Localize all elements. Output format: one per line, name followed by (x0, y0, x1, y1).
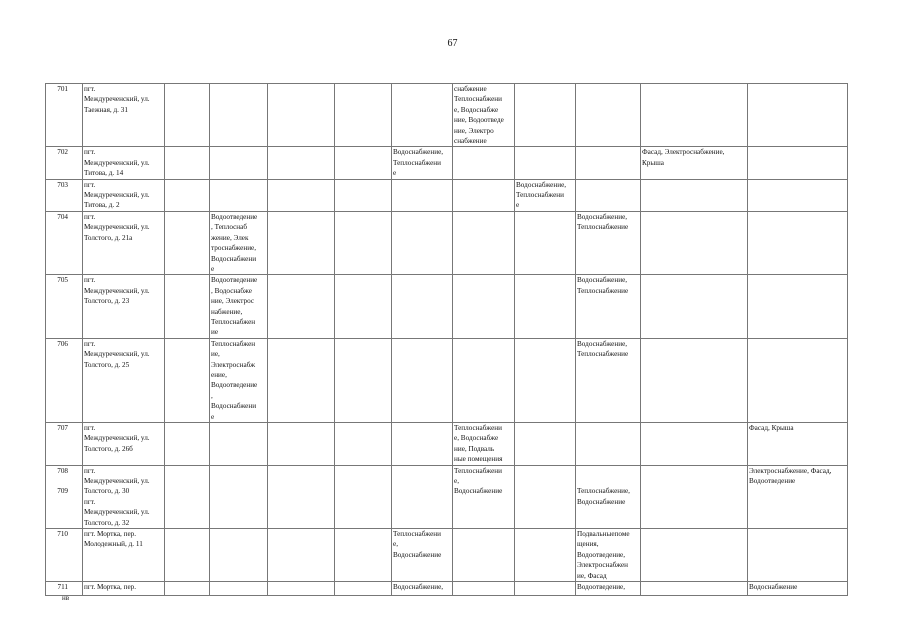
address-cell: пгт. Междуреченский, ул. Толстого, д. 21а (83, 211, 165, 274)
work-type-cell (453, 529, 515, 582)
work-type-cell (453, 179, 515, 211)
work-type-cell (335, 338, 392, 422)
footer-mark: нв (62, 594, 70, 602)
work-type-cell: Водоснабжение, (392, 582, 453, 596)
work-type-cell (576, 423, 641, 466)
work-type-cell (335, 147, 392, 179)
work-type-cell (268, 423, 335, 466)
work-type-cell (210, 84, 268, 147)
work-type-cell (453, 338, 515, 422)
work-type-cell (210, 423, 268, 466)
work-type-cell (392, 423, 453, 466)
table-row (46, 465, 848, 528)
work-type-cell (210, 582, 268, 596)
work-type-cell (268, 338, 335, 422)
work-type-cell (165, 465, 210, 528)
work-type-cell: Водоснабжение, Теплоснабжени e (392, 147, 453, 179)
work-type-cell: Теплоснабжени e, Водоснабжение (392, 529, 453, 582)
work-type-cell (392, 84, 453, 147)
repair-schedule-table (45, 83, 848, 596)
address-cell: пгт. Междуреченский, ул. Толстого, д. 30 пгт. Междуреченский, ул. Толстого, д. 32 (83, 465, 165, 528)
work-type-cell: Водоотведение , Водоснабже ние, Электрос набжение, Теплоснабжен ие (210, 275, 268, 338)
work-type-cell (515, 338, 576, 422)
work-type-cell (515, 84, 576, 147)
table-row (46, 211, 848, 274)
work-type-cell (748, 211, 848, 274)
row-number-cell: 711 (46, 582, 83, 596)
work-type-cell (576, 147, 641, 179)
work-type-cell (335, 211, 392, 274)
work-type-cell: Водоотведение, (576, 582, 641, 596)
work-type-cell (210, 147, 268, 179)
address-cell: пгт. Мортка, пер. Молодежный, д. 11 (83, 529, 165, 582)
work-type-cell: Водоснабжение, Теплоснабжение (576, 275, 641, 338)
work-type-cell: Теплоснабжени e, Водоснабжение (453, 465, 515, 528)
work-type-cell (268, 179, 335, 211)
work-type-cell (165, 338, 210, 422)
work-type-cell (392, 338, 453, 422)
address-cell: пгт. Междуреченский, ул. Таежная, д. 31 (83, 84, 165, 147)
page-number: 67 (447, 38, 458, 49)
work-type-cell (515, 582, 576, 596)
address-cell: пгт. Междуреченский, ул. Толстого, д. 25 (83, 338, 165, 422)
work-type-cell (748, 338, 848, 422)
work-type-cell (453, 582, 515, 596)
work-type-cell: Теплоснабжени e, Водоснабже ние, Подваль ные помещения (453, 423, 515, 466)
table-row (46, 147, 848, 179)
table-row (46, 84, 848, 147)
work-type-cell (515, 529, 576, 582)
work-type-cell: Водоснабжение, Теплоснабжение (576, 338, 641, 422)
work-type-cell (641, 211, 748, 274)
work-type-cell (165, 423, 210, 466)
work-type-cell (453, 275, 515, 338)
work-type-cell (641, 465, 748, 528)
work-type-cell (392, 179, 453, 211)
table-row (46, 582, 848, 596)
work-type-cell (641, 179, 748, 211)
work-type-cell: Водоснабжение, Теплоснабжение (576, 211, 641, 274)
table-row (46, 529, 848, 582)
work-type-cell (392, 465, 453, 528)
table-row (46, 275, 848, 338)
work-type-cell (210, 529, 268, 582)
table-row (46, 179, 848, 211)
work-type-cell (392, 275, 453, 338)
row-number-cell: 702 (46, 147, 83, 179)
work-type-cell (748, 84, 848, 147)
row-number-cell: 701 (46, 84, 83, 147)
work-type-cell: Фасад, Крыша (748, 423, 848, 466)
work-type-cell (165, 179, 210, 211)
work-type-cell (641, 423, 748, 466)
work-type-cell (641, 338, 748, 422)
work-type-cell (268, 465, 335, 528)
work-type-cell: снабжение Теплоснабжени e, Водоснабже ние, Водоотведе ние, Электро снабжение (453, 84, 515, 147)
work-type-cell (576, 179, 641, 211)
work-type-cell (641, 582, 748, 596)
row-number-cell: 705 (46, 275, 83, 338)
work-type-cell (268, 84, 335, 147)
row-number-cell: 703 (46, 179, 83, 211)
row-number-cell: 710 (46, 529, 83, 582)
work-type-cell (515, 465, 576, 528)
work-type-cell (453, 147, 515, 179)
work-type-cell (748, 179, 848, 211)
work-type-cell (210, 179, 268, 211)
work-type-cell: Фасад, Электроснабжение, Крыша (641, 147, 748, 179)
row-number-cell: 704 (46, 211, 83, 274)
work-type-cell (165, 84, 210, 147)
address-cell: пгт. Междуреченский, ул. Титова, д. 2 (83, 179, 165, 211)
address-cell: пгт. Мортка, пер. (83, 582, 165, 596)
work-type-cell (268, 582, 335, 596)
work-type-cell (268, 529, 335, 582)
work-type-cell (335, 465, 392, 528)
work-type-cell (335, 423, 392, 466)
work-type-cell (165, 211, 210, 274)
work-type-cell (641, 529, 748, 582)
work-type-cell (335, 179, 392, 211)
work-type-cell (748, 529, 848, 582)
work-type-cell (268, 147, 335, 179)
work-type-cell (165, 147, 210, 179)
row-number-cell: 706 (46, 338, 83, 422)
work-type-cell (641, 84, 748, 147)
work-type-cell (453, 211, 515, 274)
work-type-cell (641, 275, 748, 338)
row-number-cell: 708 709 (46, 465, 83, 528)
work-type-cell: Водоотведение , Теплоснаб жение, Элек троснабжение, Водоснабжени e (210, 211, 268, 274)
work-type-cell (268, 275, 335, 338)
table-row (46, 423, 848, 466)
work-type-cell (165, 529, 210, 582)
work-type-cell (515, 211, 576, 274)
work-type-cell (335, 529, 392, 582)
work-type-cell: Подвальныепоме щения, Водоотведение, Электроснабжен ие, Фасад (576, 529, 641, 582)
work-type-cell (335, 582, 392, 596)
work-type-cell: Электроснабжение, Фасад, Водоотведение (748, 465, 848, 528)
work-type-cell: Теплоснабжение, Водоснабжение (576, 465, 641, 528)
work-type-cell (515, 147, 576, 179)
work-type-cell (576, 84, 641, 147)
work-type-cell: Водоснабжение (748, 582, 848, 596)
table-row (46, 338, 848, 422)
work-type-cell (268, 211, 335, 274)
work-type-cell (165, 582, 210, 596)
work-type-cell (335, 84, 392, 147)
address-cell: пгт. Междуреченский, ул. Толстого, д. 23 (83, 275, 165, 338)
work-type-cell (748, 147, 848, 179)
row-number-cell: 707 (46, 423, 83, 466)
work-type-cell (392, 211, 453, 274)
work-type-cell (748, 275, 848, 338)
work-type-cell (210, 465, 268, 528)
work-type-cell (335, 275, 392, 338)
address-cell: пгт. Междуреченский, ул. Толстого, д. 26б (83, 423, 165, 466)
address-cell: пгт. Междуреченский, ул. Титова, д. 14 (83, 147, 165, 179)
work-type-cell: Теплоснабжен ие, Электроснабж ение, Водоотведение , Водоснабжени e (210, 338, 268, 422)
work-type-cell: Водоснабжение, Теплоснабжени e (515, 179, 576, 211)
work-type-cell (515, 423, 576, 466)
work-type-cell (515, 275, 576, 338)
work-type-cell (165, 275, 210, 338)
